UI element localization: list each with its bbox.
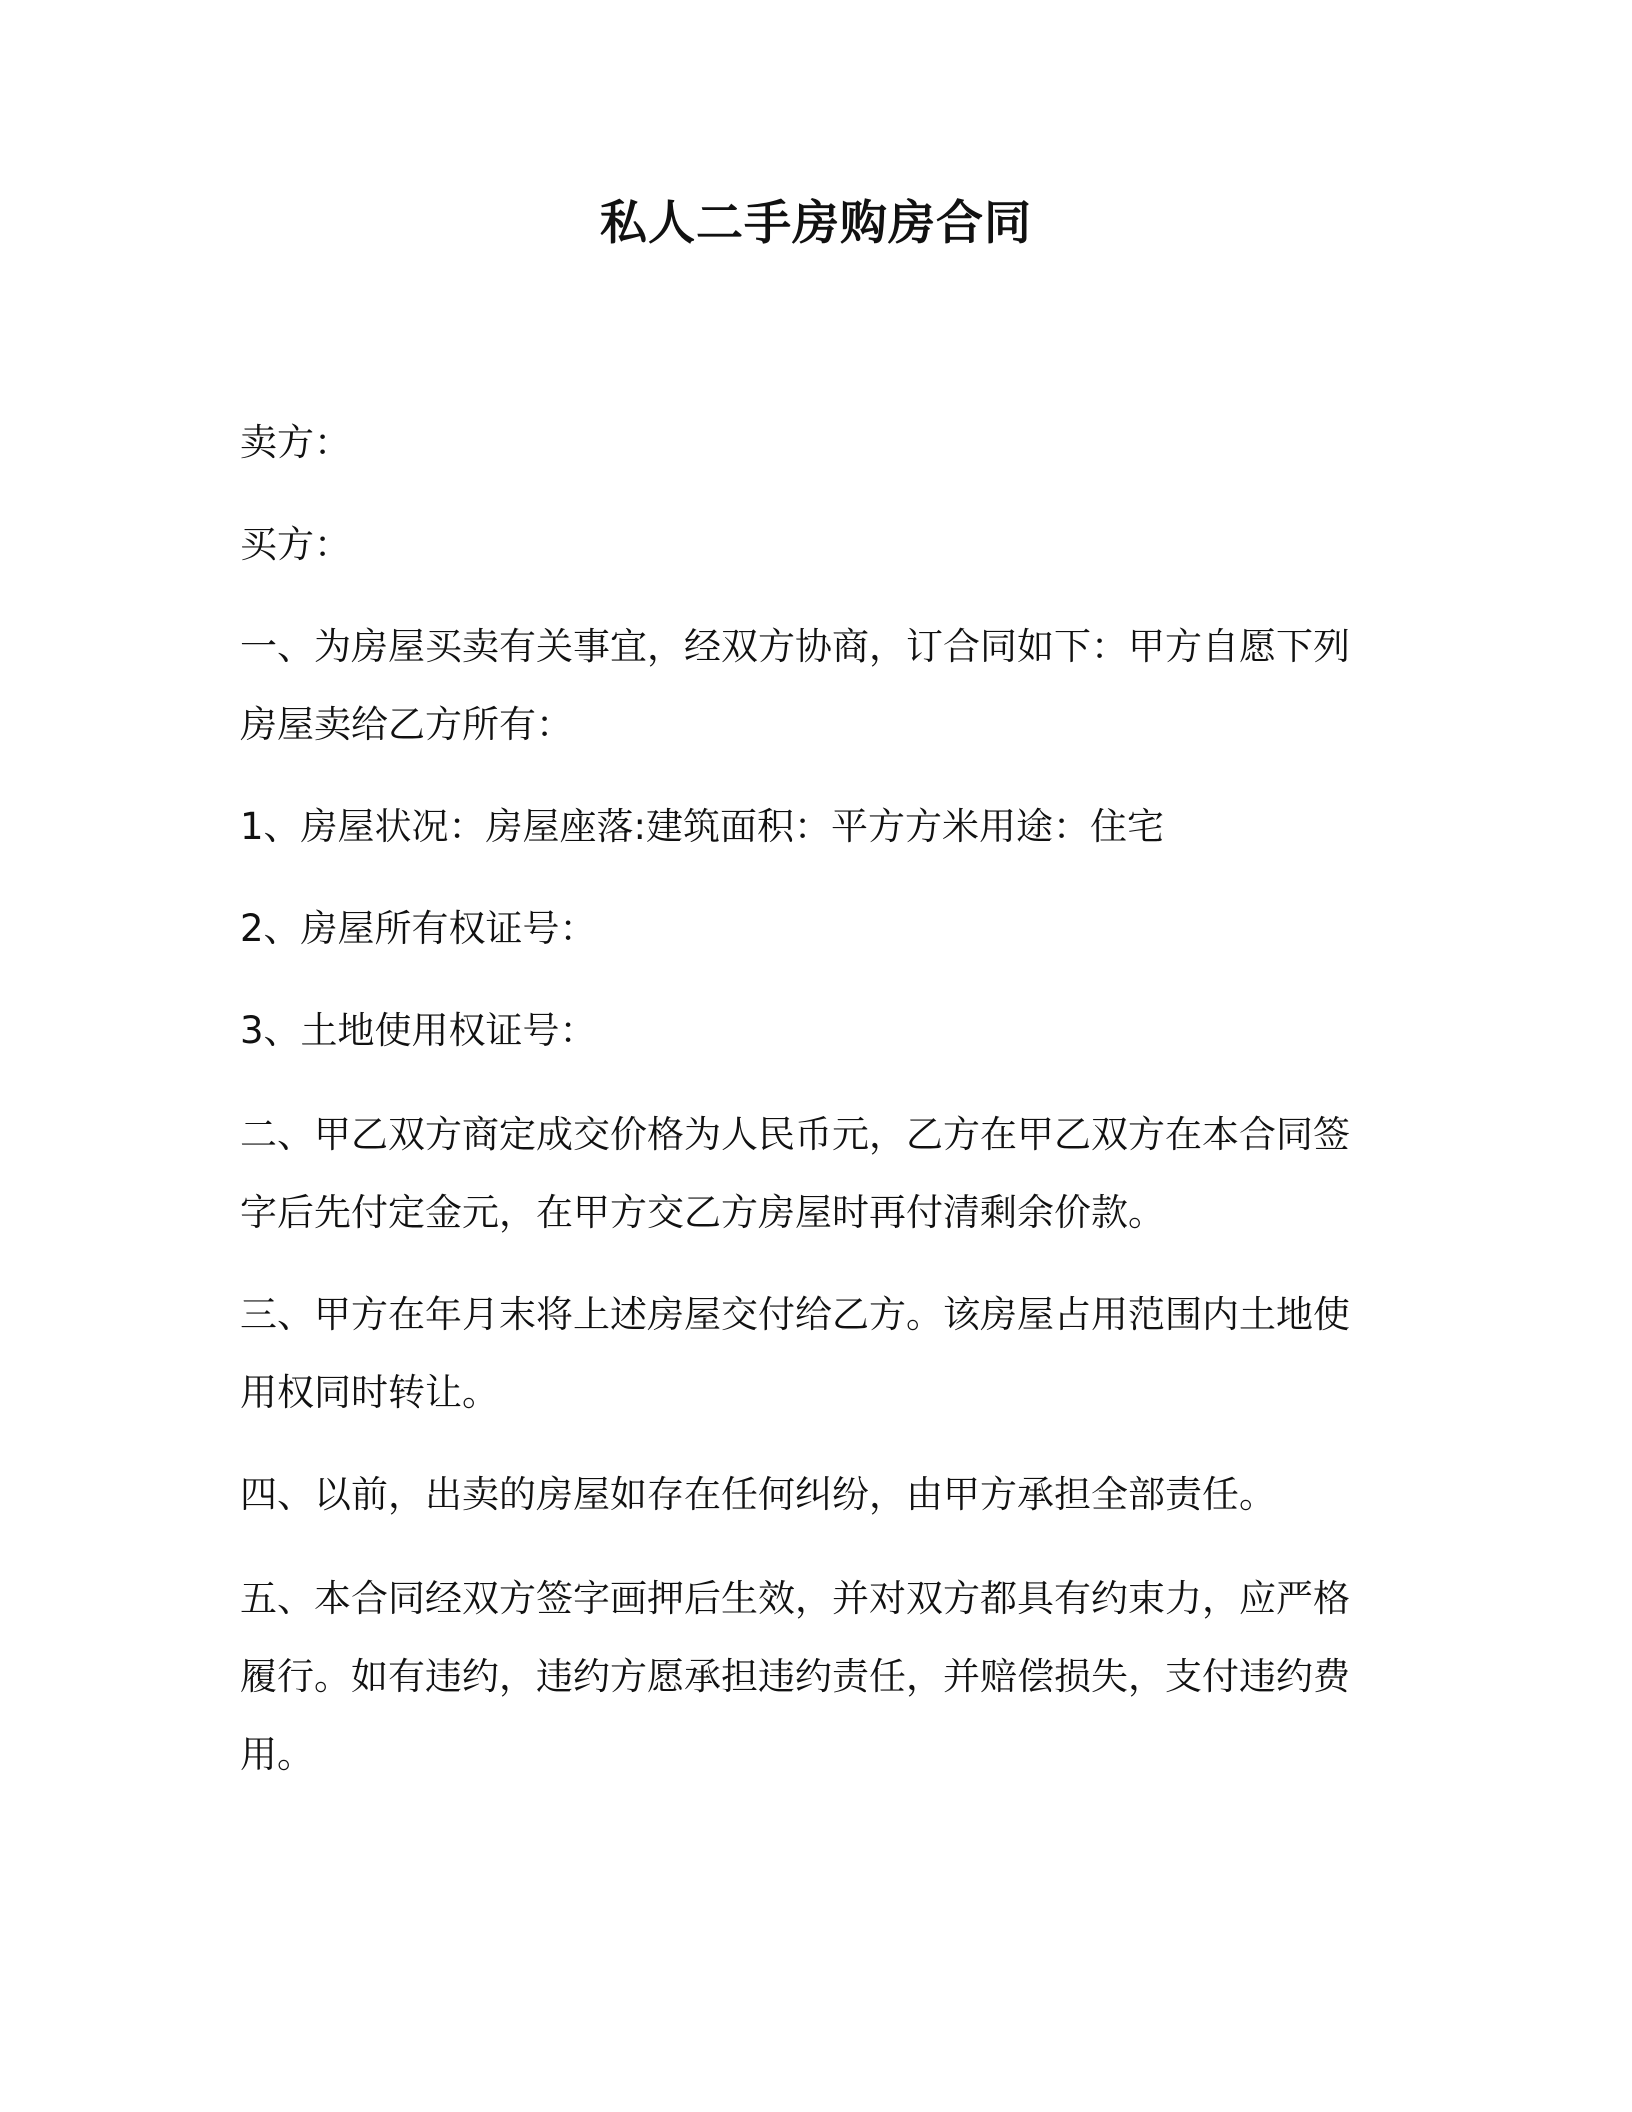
item-2-ownership-cert: 2、房屋所有权证号： — [240, 907, 597, 950]
clause-5 — [240, 1560, 1370, 1794]
clause-2-line-2: 字后先付定金元，在甲方交乙方房屋时再付清剩余价款。 — [240, 1191, 1165, 1234]
item-1-house-status: 1、房屋状况：房屋座落:建筑面积：平方方米用途：住宅 — [240, 805, 1165, 848]
buyer-label: 买方： — [240, 523, 351, 566]
document-title: 私人二手房购房合同 — [600, 196, 1032, 251]
clause-5-line-2: 履行。如有违约，违约方愿承担违约责任，并赔偿损失，支付违约费 — [240, 1655, 1350, 1698]
clause-5-line-1: 五、本合同经双方签字画押后生效，并对双方都具有约束力，应严格 — [240, 1577, 1350, 1620]
clause-2-line-1: 二、甲乙双方商定成交价格为人民币元，乙方在甲乙双方在本合同签 — [240, 1113, 1350, 1156]
clause-2 — [240, 1096, 1370, 1252]
clause-1-line-1: 一、为房屋买卖有关事宜，经双方协商，订合同如下：甲方自愿下列 — [240, 625, 1350, 668]
clause-1 — [240, 608, 1370, 764]
clause-5-line-3: 用。 — [240, 1733, 314, 1776]
seller-label: 卖方： — [240, 421, 351, 464]
item-3-land-cert: 3、土地使用权证号： — [240, 1009, 597, 1052]
clause-3-line-2: 用权同时转让。 — [240, 1371, 499, 1414]
clause-1-line-2: 房屋卖给乙方所有： — [240, 703, 573, 746]
clause-3-line-1: 三、甲方在年月末将上述房屋交付给乙方。该房屋占用范围内土地使 — [240, 1293, 1350, 1336]
clause-3 — [240, 1276, 1370, 1432]
clause-4: 四、以前，出卖的房屋如存在任何纠纷，由甲方承担全部责任。 — [240, 1473, 1276, 1516]
